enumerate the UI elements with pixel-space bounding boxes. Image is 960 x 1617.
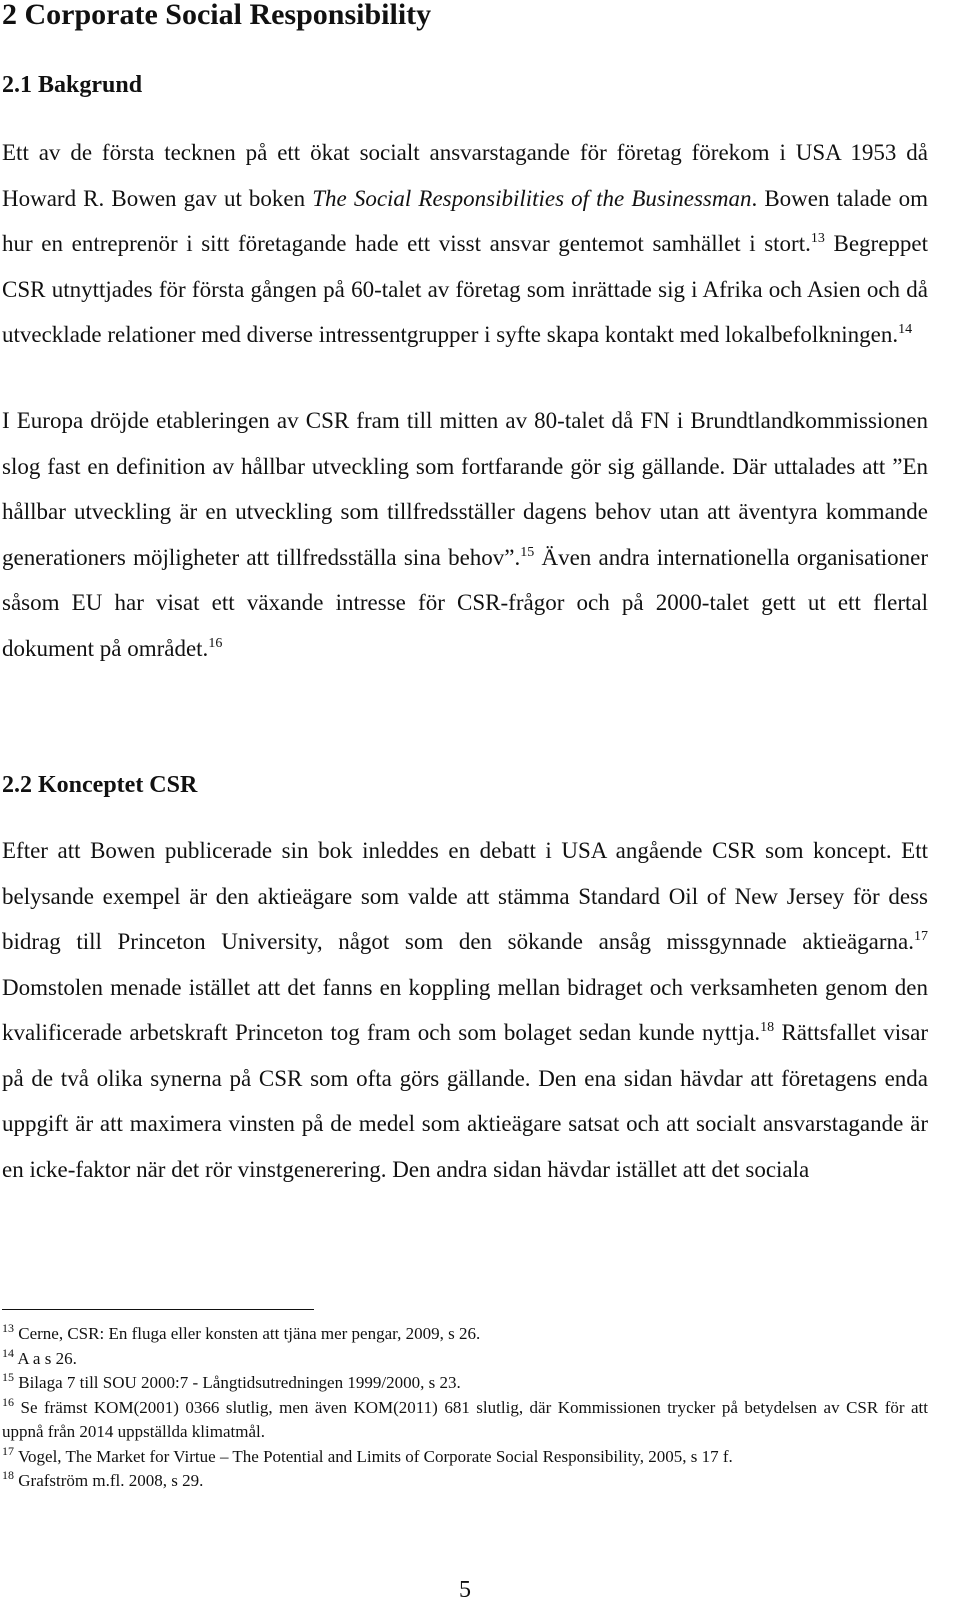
footnote-13 xyxy=(2,1322,928,1347)
footnote-15 xyxy=(2,1371,928,1396)
footnote-text: Se främst KOM(2001) 0366 slutlig, men även KOM(2011) 681 slutlig, där Kommissionen trycker på betydelsen av CSR för att uppnå från 2014 uppställda klimatmål. xyxy=(2,1397,929,1441)
footnote-text: Bilaga 7 till SOU 2000:7 - Långtidsutredningen 1999/2000, s 23. xyxy=(18,1373,461,1392)
footnote-17 xyxy=(2,1445,928,1470)
footnote-ref-17[interactable]: 17 xyxy=(914,929,928,944)
footnote-number: 16 xyxy=(2,1394,14,1409)
footnote-text: Vogel, The Market for Virtue – The Potential and Limits of Corporate Social Responsibility, 2005, s 17 f. xyxy=(17,1446,733,1466)
paragraph-text: Även andra internationella organisationer såsom EU har visat ett växande intresse för CSR-frågor och på 2000-talet gett ut ett flertal dokument på området. xyxy=(2,544,928,661)
paragraph-text: Domstolen menade istället att det fanns en koppling mellan bidraget och verksamheten genom den kvalificerade arbetskraft Princeton tog fram och som bolaget sedan kunde nyttja. xyxy=(2,974,928,1045)
footnote-number: 17 xyxy=(2,1443,14,1458)
paragraph-konceptet-1 xyxy=(2,828,928,1192)
section-heading-bakgrund: 2.1 Bakgrund xyxy=(2,72,143,98)
book-title: The Social Responsibilities of the Businessman xyxy=(312,185,752,211)
footnote-16 xyxy=(2,1396,928,1445)
footnote-text: Grafström m.fl. 2008, s 29. xyxy=(18,1471,204,1490)
footnote-ref-16[interactable]: 16 xyxy=(208,635,223,651)
footnote-text: A a s 26. xyxy=(17,1348,77,1368)
paragraph-text: Rättsfallet visar på de två olika synerna på CSR som ofta görs gällande. Den ena sidan hävdar att företagens enda uppgift är att maximera vinsten på de medel som aktieägare satsat och att socialt ansvarstagande är en icke-faktor när det rör vinstgenerering. Den andra sidan hävdar istället att det sociala xyxy=(2,1020,928,1182)
page-number: 5 xyxy=(459,1577,471,1603)
paragraph-text: Efter att Bowen publicerade sin bok inleddes en debatt i USA angående CSR som koncept. Ett belysande exempel är den aktieägare som valde att stämma Standard Oil of New Jersey för dess bidrag till Princeton University, något som den sökande ansåg missgynnade aktieägarna. xyxy=(2,838,928,954)
footnote-ref-15[interactable]: 15 xyxy=(520,544,535,560)
footnote-ref-13[interactable]: 13 xyxy=(810,231,825,246)
footnote-divider xyxy=(2,1309,314,1310)
paragraph-text: . Bowen talade om hur en entreprenör i sitt företagande hade ett visst ansvar gentemot samhället i stort. xyxy=(2,185,928,256)
footnotes xyxy=(2,1322,928,1494)
footnote-text: Cerne, CSR: En fluga eller konsten att tjäna mer pengar, 2009, s 26. xyxy=(18,1324,481,1343)
paragraph-bakgrund-2 xyxy=(2,398,928,671)
paragraph-text: Begreppet CSR utnyttjades för första gången på 60-talet av företag som inrättade sig i Afrika och Asien och då utvecklade relationer med diverse intressentgrupper i syfte skapa kontakt med lokalbefolkningen. xyxy=(2,231,928,347)
footnote-number: 14 xyxy=(2,1345,14,1360)
paragraph-text: Ett av de första tecknen på ett ökat socialt ansvarstagande för företag förekom i USA 1953 då Howard R. Bowen gav ut boken xyxy=(2,140,928,211)
paragraph-bakgrund-1 xyxy=(2,130,928,358)
footnote-ref-18[interactable]: 18 xyxy=(760,1020,775,1035)
footnote-ref-14[interactable]: 14 xyxy=(898,322,913,337)
footnote-number: 13 xyxy=(2,1321,14,1335)
footnote-18 xyxy=(2,1469,928,1494)
chapter-heading: 2 Corporate Social Responsibility xyxy=(2,0,432,31)
footnote-number: 18 xyxy=(2,1468,14,1482)
paragraph-text: I Europa dröjde etableringen av CSR fram till mitten av 80-talet då FN i Brundtlandkommissionen slog fast en definition av hållbar utveckling som fortfarande gör sig gällande. Där uttalades att ”En hållbar utveckling är en utveckling som tillfredsställer dagens behov utan att äventyra kommande generationers möjligheter att tillfredsställa sina behov”. xyxy=(2,408,928,570)
footnote-14 xyxy=(2,1347,928,1372)
section-heading-konceptet: 2.2 Konceptet CSR xyxy=(2,772,198,798)
footnote-number: 15 xyxy=(2,1370,14,1384)
